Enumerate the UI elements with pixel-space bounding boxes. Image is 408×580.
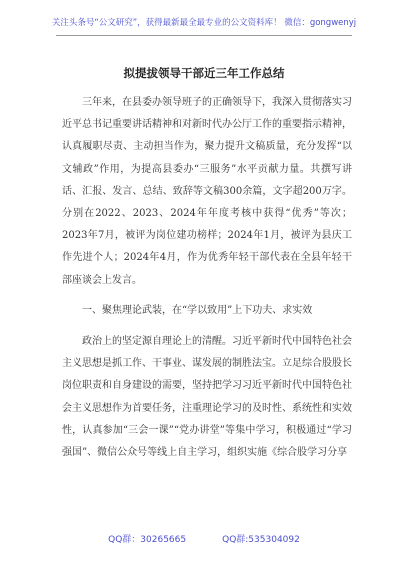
intro-paragraph: 三年来，在县委办领导班子的正确领导下，我深入贯彻落实习近平总书记重要讲话精神和对新时代办公厅工作的重要指示精神，认真履职尽责、主动担当作为，聚力提升文稿质量，充分发挥“以文辅政”作用，为提高县委办“三服务”水平贡献力量。共撰写讲话、汇报、发言、总结、致辞等文稿300余篇，文字超200万字。分别在2022、2023、2024年年度考核中获得“优秀”等次；2023年7月，被评为岗位建功榜样；2024年1月，被评为县庆工作先进个人；2024年4月，作为优秀年轻干部代表在全县年轻干部座谈会上发言。 — [62, 97, 352, 286]
header-banner: 关注头条号“公文研究”，获得最新最全最专业的公文资料库！ 微信：gongwenyj — [51, 18, 357, 28]
footer-contacts — [0, 532, 408, 545]
footer-qq-group-2: QQ群:535304092 — [222, 535, 300, 545]
footer-qq-group-1: QQ群：30265665 — [108, 535, 187, 545]
section-heading: 一、聚焦理论武装，在“学以致用”上下功夫、求实效 — [82, 304, 313, 316]
section-paragraph: 政治上的坚定源自理论上的清醒。习近平新时代中国特色社会主义思想是抓工作、干事业、谋发展的制胜法宝。立足综合股股长岗位职责和自身建设的需要，坚持把学习习近平新时代中国特色社会主义思想作为首要任务，注重理论学习的及时性、系统性和实效性，认真参加“三会一课”“党办讲堂”等集中学习，积极通过“学习强国”、微信公众号等线上自主学习，组织实施《综合股学习分享 — [62, 336, 352, 459]
document-title: 拟提拔领导干部近三年工作总结 — [123, 66, 285, 80]
document-body — [62, 92, 352, 464]
header-divider — [56, 35, 352, 36]
